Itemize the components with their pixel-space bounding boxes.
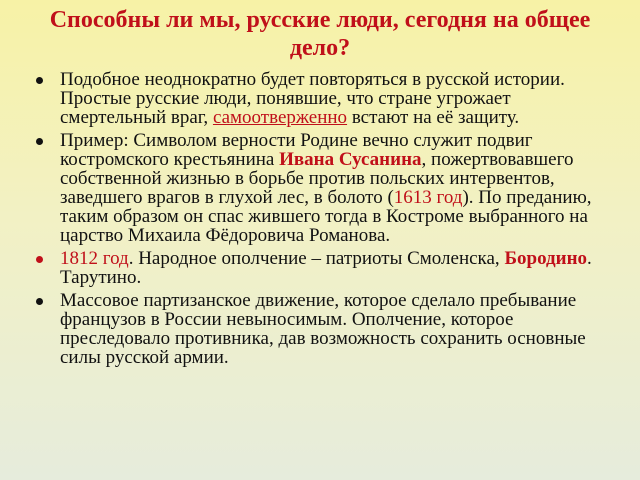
bullet-icon <box>36 77 43 84</box>
bullet-item-3 <box>36 249 620 287</box>
bullet-text: Подобное неоднократно будет повторяться в русской истории. Простые русские люди, понявшие, что стране угрожает смертельный враг, <box>60 69 565 128</box>
link-selflessly[interactable]: самоотверженно <box>212 107 348 128</box>
highlight-ivan-susanin: Ивана Сусанина <box>279 149 422 170</box>
highlight-year-1613: 1613 год <box>393 187 463 208</box>
bullet-icon <box>36 298 43 305</box>
bullet-text: Массовое партизанское движение, которое сделало пребывание французов в России невыносимым. Ополчение, которое преследовало противника, дав возможность сохранить основные силы русской армии. <box>60 290 586 368</box>
bullet-text: встают на её защиту. <box>347 107 520 128</box>
bullet-item-4 <box>36 291 620 367</box>
bullet-icon <box>36 256 43 263</box>
bullet-text: . Тарутино. <box>60 248 592 288</box>
bullet-icon <box>36 138 43 145</box>
bullet-text: . Народное ополчение – патриоты Смоленска, <box>128 248 505 269</box>
bullet-text: , пожертвовавшего собственной жизнью в борьбе против польских интервентов, заведшего врагов в глухой лес, в болото ( <box>60 149 574 208</box>
bullet-text: ). По преданию, таким образом он спас жившего тогда в Костроме выбранного на царство Михаила Фёдоровича Романова. <box>60 187 592 246</box>
bullet-item-1 <box>36 70 620 127</box>
highlight-year-1812: 1812 год <box>60 248 129 269</box>
highlight-borodino: Бородино <box>504 248 588 269</box>
slide-title: Способны ли мы, русские люди, сегодня на общее дело? <box>49 7 591 61</box>
bullet-item-2 <box>36 131 620 245</box>
bullet-text: Пример: Символом верности Родине вечно служит подвиг костромского крестьянина <box>60 130 533 170</box>
bullet-list <box>36 70 620 371</box>
